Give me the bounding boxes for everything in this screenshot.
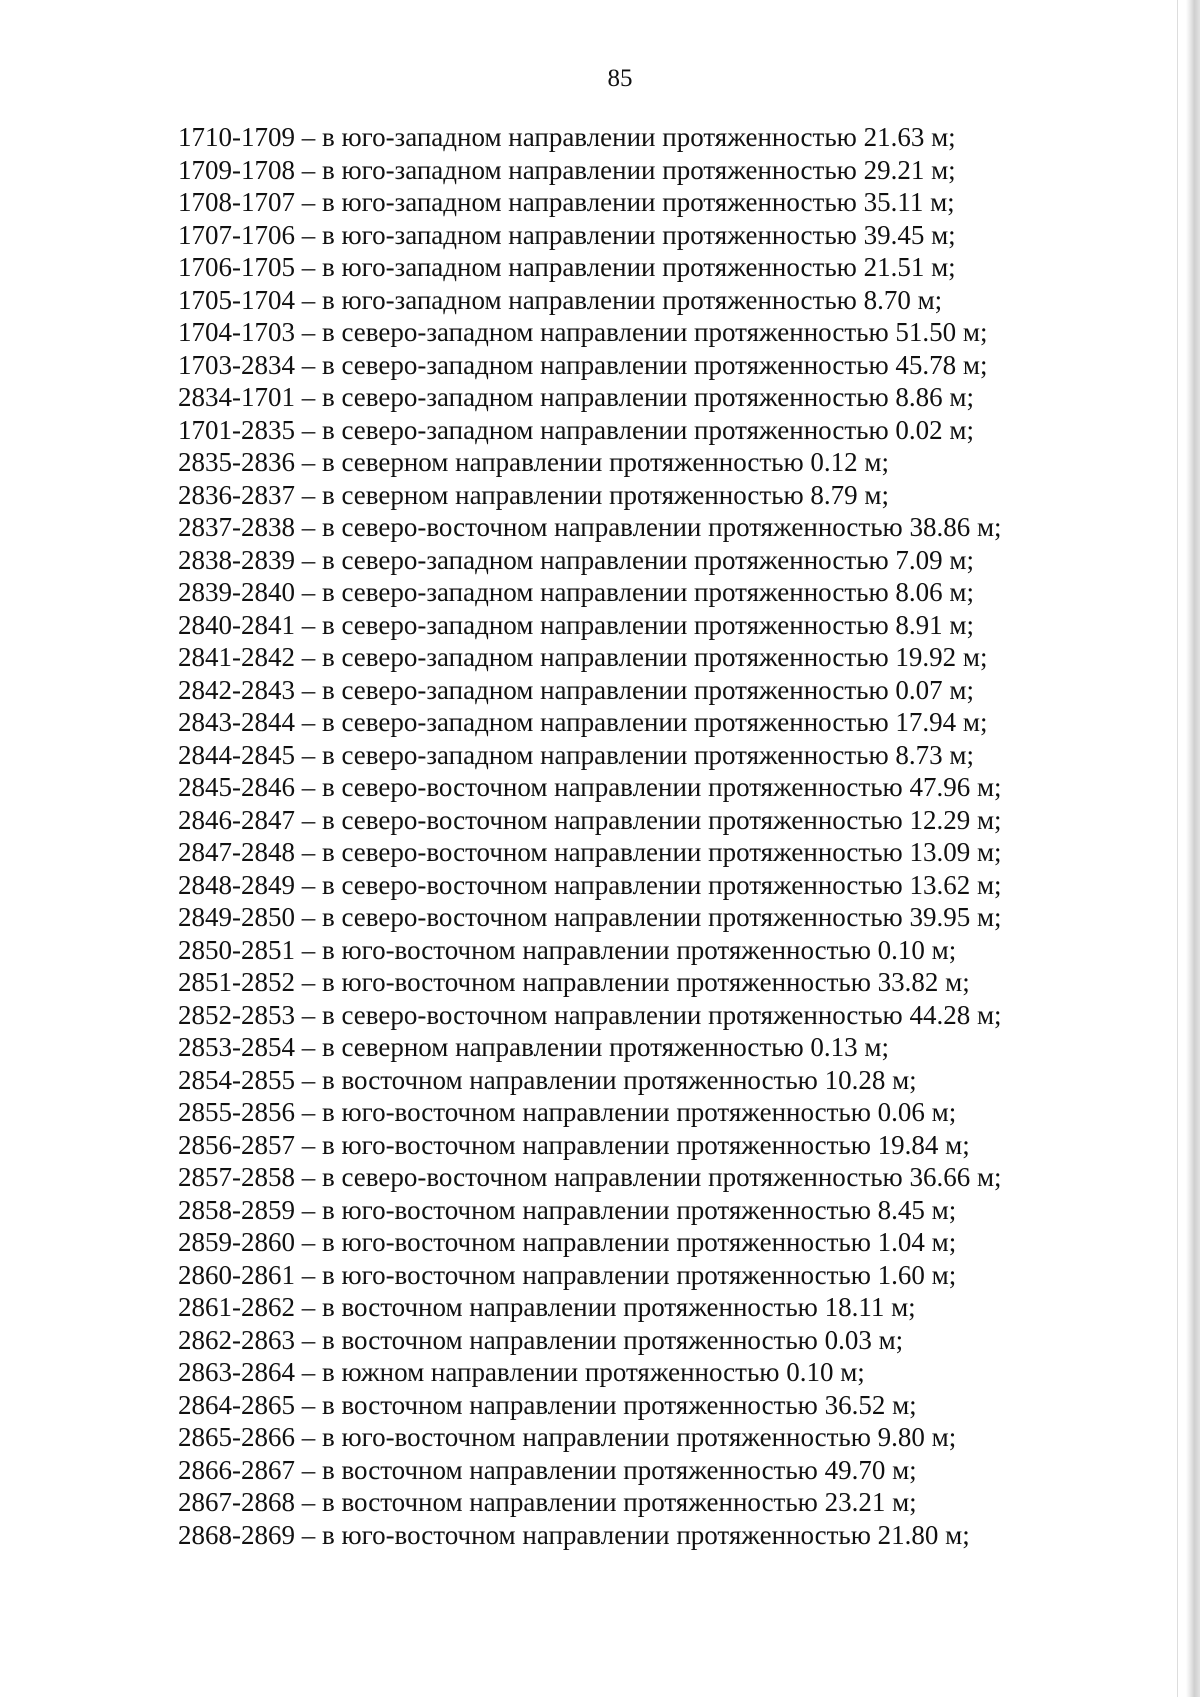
boundary-segment-entry: 1705-1704 – в юго-западном направлении протяженностью 8.70 м; (178, 284, 943, 315)
boundary-segment-entry: 2867-2868 – в восточном направлении протяженностью 23.21 м; (178, 1487, 917, 1517)
boundary-segment-entry: 2842-2843 – в северо-западном направлении протяженностью 0.07 м; (178, 674, 974, 705)
boundary-segment-entry: 2845-2846 – в северо-восточном направлении протяженностью 47.96 м; (178, 772, 1002, 802)
boundary-segment-entry: 2865-2866 – в юго-восточном направлении протяженностью 9.80 м; (178, 1422, 957, 1452)
boundary-segment-entry: 2846-2847 – в северо-восточном направлении протяженностью 12.29 м; (178, 804, 1002, 835)
boundary-segment-entry: 2843-2844 – в северо-западном направлении протяженностью 17.94 м; (178, 707, 988, 737)
boundary-segment-entry: 2836-2837 – в северном направлении протяженностью 8.79 м; (178, 479, 890, 510)
boundary-segment-entry: 2849-2850 – в северо-восточном направлении протяженностью 39.95 м; (178, 902, 1002, 932)
boundary-segment-entry: 2856-2857 – в юго-восточном направлении протяженностью 19.84 м; (178, 1129, 970, 1160)
boundary-segment-entry: 1707-1706 – в юго-западном направлении протяженностью 39.45 м; (178, 219, 956, 250)
scan-edge-line (1177, 0, 1178, 1697)
boundary-segment-entry: 1704-1703 – в северо-западном направлении протяженностью 51.50 м; (178, 317, 988, 347)
boundary-segment-entry: 2844-2845 – в северо-западном направлении протяженностью 8.73 м; (178, 739, 974, 770)
boundary-segment-entry: 1710-1709 – в юго-западном направлении протяженностью 21.63 м; (178, 122, 956, 152)
boundary-segment-entry: 1709-1708 – в юго-западном направлении протяженностью 29.21 м; (178, 154, 956, 185)
boundary-segment-entry: 2841-2842 – в северо-западном направлении протяженностью 19.92 м; (178, 642, 988, 672)
boundary-segment-entry: 2860-2861 – в юго-восточном направлении протяженностью 1.60 м; (178, 1259, 957, 1290)
page-number: 85 (607, 65, 633, 92)
boundary-segment-entry: 2852-2853 – в северо-восточном направлении протяженностью 44.28 м; (178, 999, 1002, 1030)
boundary-segment-entry: 1703-2834 – в северо-западном направлении протяженностью 45.78 м; (178, 349, 988, 380)
boundary-segment-entry: 1701-2835 – в северо-западном направлении протяженностью 0.02 м; (178, 414, 974, 445)
boundary-segment-entry: 2853-2854 – в северном направлении протяженностью 0.13 м; (178, 1032, 890, 1062)
boundary-segment-list (178, 121, 1002, 1551)
boundary-segment-entry: 2859-2860 – в юго-восточном направлении протяженностью 1.04 м; (178, 1227, 957, 1257)
boundary-segment-entry: 2840-2841 – в северо-западном направлении протяженностью 8.91 м; (178, 609, 974, 640)
boundary-segment-entry: 2866-2867 – в восточном направлении протяженностью 49.70 м; (178, 1454, 917, 1485)
boundary-segment-entry: 2868-2869 – в юго-восточном направлении протяженностью 21.80 м; (178, 1519, 970, 1550)
boundary-segment-entry: 1706-1705 – в юго-западном направлении протяженностью 21.51 м; (178, 252, 956, 282)
boundary-segment-entry: 2851-2852 – в юго-восточном направлении протяженностью 33.82 м; (178, 967, 970, 997)
boundary-segment-entry: 2855-2856 – в юго-восточном направлении протяженностью 0.06 м; (178, 1097, 957, 1127)
boundary-segment-entry: 2857-2858 – в северо-восточном направлении протяженностью 36.66 м; (178, 1162, 1002, 1192)
boundary-segment-entry: 2834-1701 – в северо-западном направлении протяженностью 8.86 м; (178, 382, 974, 412)
boundary-segment-entry: 2850-2851 – в юго-восточном направлении протяженностью 0.10 м; (178, 934, 957, 965)
boundary-segment-entry: 2864-2865 – в восточном направлении протяженностью 36.52 м; (178, 1389, 917, 1420)
boundary-segment-entry: 2858-2859 – в юго-восточном направлении протяженностью 8.45 м; (178, 1194, 957, 1225)
boundary-segment-entry: 2862-2863 – в восточном направлении протяженностью 0.03 м; (178, 1324, 904, 1355)
boundary-segment-entry: 2837-2838 – в северо-восточном направлении протяженностью 38.86 м; (178, 512, 1002, 542)
boundary-segment-entry: 2854-2855 – в восточном направлении протяженностью 10.28 м; (178, 1064, 917, 1095)
boundary-segment-entry: 2838-2839 – в северо-западном направлении протяженностью 7.09 м; (178, 544, 974, 575)
boundary-segment-entry: 2839-2840 – в северо-западном направлении протяженностью 8.06 м; (178, 577, 974, 607)
boundary-segment-entry: 2848-2849 – в северо-восточном направлении протяженностью 13.62 м; (178, 869, 1002, 900)
scan-edge (1186, 0, 1200, 1697)
boundary-segment-entry: 2863-2864 – в южном направлении протяженностью 0.10 м; (178, 1357, 865, 1387)
boundary-segment-entry: 2835-2836 – в северном направлении протяженностью 0.12 м; (178, 447, 890, 477)
boundary-segment-entry: 2861-2862 – в восточном направлении протяженностью 18.11 м; (178, 1292, 916, 1322)
boundary-segment-entry: 2847-2848 – в северо-восточном направлении протяженностью 13.09 м; (178, 837, 1002, 867)
boundary-segment-entry: 1708-1707 – в юго-западном направлении протяженностью 35.11 м; (178, 187, 955, 217)
